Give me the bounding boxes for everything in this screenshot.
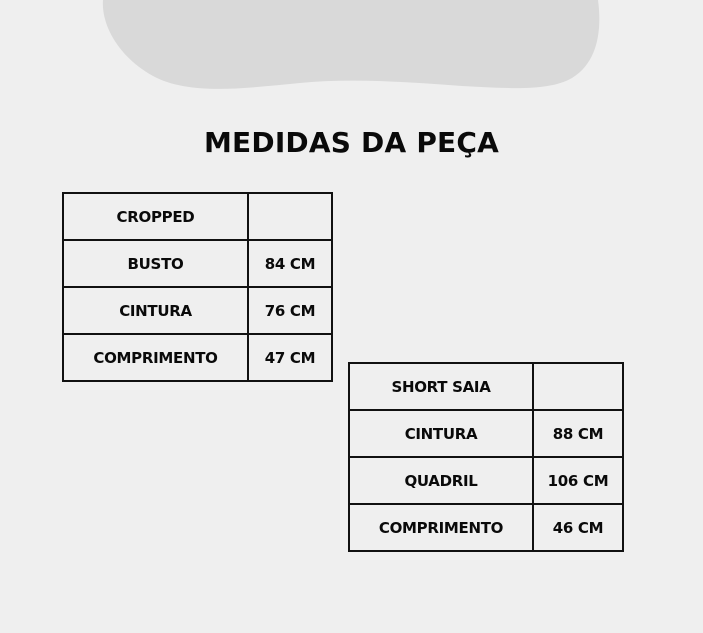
table-row	[349, 504, 623, 551]
measurement-label: COMPRIMENTO	[349, 504, 533, 551]
measurement-value: 76 CM	[248, 287, 332, 334]
measurement-value: 84 CM	[248, 240, 332, 287]
page-title: MEDIDAS DA PEÇA	[203, 126, 499, 159]
table-row	[63, 240, 332, 287]
table-header-empty-cell	[248, 193, 332, 240]
table-row	[349, 457, 623, 504]
measurement-value: 106 CM	[533, 457, 623, 504]
table-header-row	[63, 193, 332, 240]
table-header-empty-cell	[533, 363, 623, 410]
table-row	[63, 334, 332, 381]
measurement-value: 47 CM	[248, 334, 332, 381]
table-row	[63, 287, 332, 334]
measurement-value: 88 CM	[533, 410, 623, 457]
measurement-value: 46 CM	[533, 504, 623, 551]
measurement-label: COMPRIMENTO	[63, 334, 248, 381]
measurement-label: BUSTO	[63, 240, 248, 287]
short-saia-measurements-table	[348, 362, 624, 552]
measurement-label: CINTURA	[63, 287, 248, 334]
table-header-label: SHORT SAIA	[349, 363, 533, 410]
table-row	[349, 410, 623, 457]
table-header-label: CROPPED	[63, 193, 248, 240]
measurement-label: CINTURA	[349, 410, 533, 457]
cropped-measurements-table	[62, 192, 333, 382]
table-header-row	[349, 363, 623, 410]
measurement-label: QUADRIL	[349, 457, 533, 504]
